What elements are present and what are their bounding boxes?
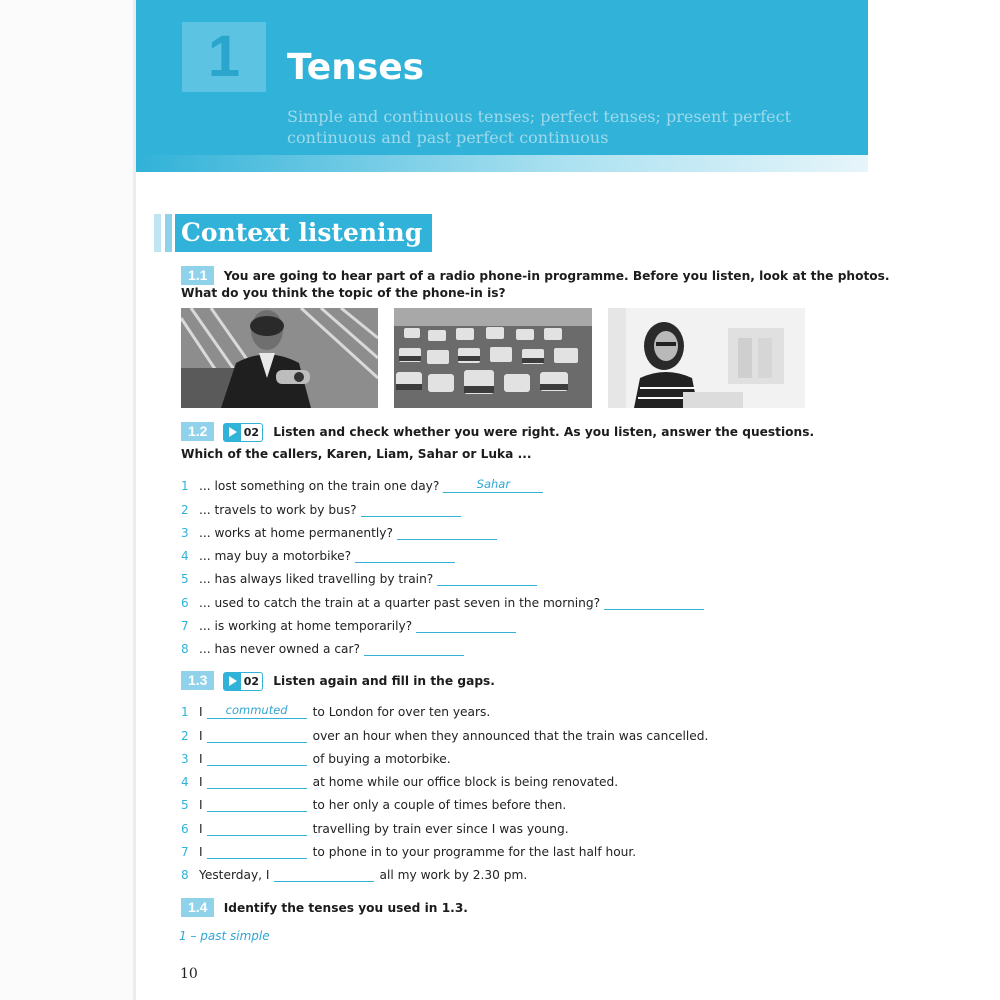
exercise-1-1-instruction	[181, 266, 890, 285]
header-fade-strip	[136, 155, 868, 172]
list-item: 8 Yesterday, I all my work by 2.30 pm.	[181, 868, 528, 883]
answer-blank[interactable]	[397, 524, 497, 540]
heading-accent-bar	[154, 214, 161, 252]
gap-blank[interactable]: commuted	[207, 703, 307, 719]
play-icon	[224, 424, 241, 441]
gap-blank[interactable]	[207, 750, 307, 766]
list-item: 8 ... has never owned a car?	[181, 633, 704, 656]
list-item: 4 ... may buy a motorbike?	[181, 540, 704, 563]
instruction-text: Identify the tenses you used in 1.3.	[223, 901, 468, 915]
exercise-number: 1.4	[181, 898, 214, 917]
audio-track-button[interactable]	[223, 423, 263, 442]
gap-blank[interactable]	[207, 843, 307, 859]
audio-track-button[interactable]	[223, 672, 263, 691]
unit-title: Tenses	[287, 47, 425, 88]
unit-header	[136, 0, 868, 172]
page-number: 10	[180, 966, 198, 982]
gap-blank[interactable]	[207, 727, 307, 743]
gap-blank[interactable]	[207, 796, 307, 812]
audio-track-number: 02	[243, 426, 260, 439]
instruction-text: Listen again and fill in the gaps.	[273, 674, 495, 688]
exercise-1-4-instruction	[181, 898, 468, 917]
section-heading-label: Context listening	[175, 214, 432, 252]
list-item: 6 ... used to catch the train at a quarter past seven in the morning?	[181, 586, 704, 609]
photo-woman-working-at-home	[608, 308, 805, 408]
exercise-1-2-instruction	[181, 422, 814, 442]
list-item: 7 ... is working at home temporarily?	[181, 610, 704, 633]
exercise-1-3-items	[181, 696, 708, 882]
answer-blank[interactable]	[416, 617, 516, 633]
photo-traffic-jam	[394, 308, 592, 408]
exercise-number: 1.3	[181, 671, 214, 690]
unit-number: 1	[182, 22, 266, 92]
answer-blank[interactable]	[361, 501, 461, 517]
handwritten-answer[interactable]: 1 – past simple	[179, 929, 270, 943]
gap-blank[interactable]	[207, 773, 307, 789]
exercise-1-1-question: What do you think the topic of the phone-in is?	[181, 286, 506, 300]
list-item: 3 ... works at home permanently?	[181, 517, 704, 540]
list-item: 7 I to phone in to your programme for the last half hour.	[181, 845, 637, 860]
play-icon	[224, 673, 241, 690]
exercise-number: 1.2	[181, 422, 214, 441]
page-margin-right	[868, 0, 1000, 1000]
page-gutter	[0, 0, 133, 1000]
answer-blank[interactable]	[604, 594, 704, 610]
textbook-page	[136, 0, 890, 1000]
instruction-text: You are going to hear part of a radio phone-in programme. Before you listen, look at the photos.	[223, 269, 890, 283]
answer-blank[interactable]	[437, 570, 537, 586]
list-item: 2 I over an hour when they announced that the train was cancelled.	[181, 728, 709, 743]
exercise-1-3-instruction	[181, 671, 495, 691]
photo-businessman-checking-watch	[181, 308, 378, 408]
exercise-1-2-question: Which of the callers, Karen, Liam, Sahar or Luka ...	[181, 447, 532, 461]
list-item: 5 ... has always liked travelling by train?	[181, 563, 704, 586]
answer-blank[interactable]	[355, 547, 455, 563]
list-item: 1 ... lost something on the train one day? Sahar	[181, 470, 704, 493]
list-item: 3 I of buying a motorbike.	[181, 751, 451, 766]
list-item: 5 I to her only a couple of times before then.	[181, 798, 567, 813]
gap-blank[interactable]	[207, 820, 307, 836]
list-item: 2 ... travels to work by bus?	[181, 493, 704, 516]
section-heading	[154, 214, 432, 252]
list-item: 6 I travelling by train ever since I was young.	[181, 821, 569, 836]
instruction-text: Listen and check whether you were right. As you listen, answer the questions.	[273, 425, 815, 439]
audio-track-number: 02	[243, 675, 260, 688]
exercise-number: 1.1	[181, 266, 214, 285]
list-item: 1 I commuted to London for over ten years.	[181, 703, 491, 720]
heading-accent-bar	[165, 214, 172, 252]
exercise-1-2-items	[181, 470, 704, 656]
gap-blank[interactable]	[274, 866, 374, 882]
answer-blank[interactable]: Sahar	[443, 477, 543, 493]
answer-blank[interactable]	[364, 640, 464, 656]
unit-subtitle: Simple and continuous tenses; perfect tenses; present perfect continuous and past perfect continuous	[287, 107, 791, 147]
list-item: 4 I at home while our office block is being renovated.	[181, 775, 619, 790]
